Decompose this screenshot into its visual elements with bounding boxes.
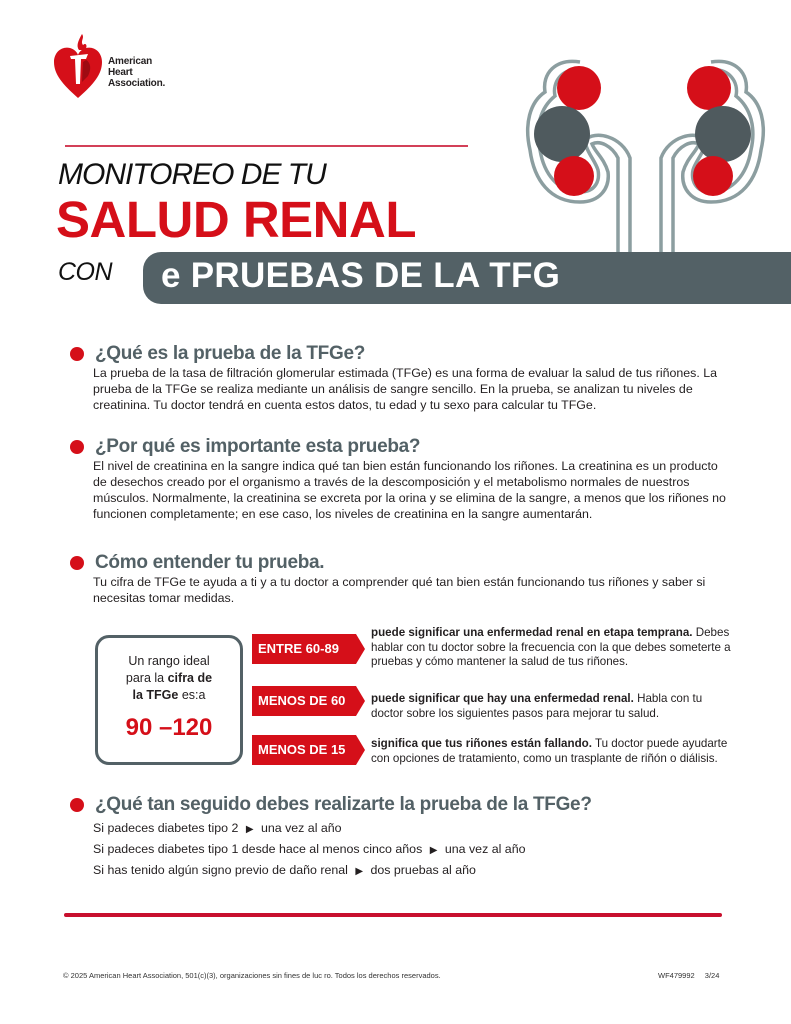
range-desc-text: Tu doctor puede ayudarte con opciones de tratamiento, como un trasplante de riñón o diálisis. [371,737,728,765]
frequency-condition: Si padeces diabetes tipo 1 desde hace al menos cinco años [93,842,423,856]
range-label-text: para la [125,671,168,685]
section-heading: ¿Por qué es importante esta prueba? [95,436,421,457]
header-divider [65,145,468,147]
copyright-notice: © 2025 American Heart Association, 501(c)(3), organizaciones sin fines de luc ro. Todos los derechos reservados. [63,971,441,980]
range-desc-bold: puede significar que hay una enfermedad renal. [371,692,634,705]
section-heading: ¿Qué es la prueba de la TFGe? [95,343,366,364]
range-label-line-1: Un rango ideal [128,654,210,668]
ideal-range-label [98,653,240,704]
section-body: El nivel de creatinina en la sangre indica qué tan bien están funcionando los riñones. La creatinina es un producto de desechos creado por el organismo a través de la descomposición y el metabolismo normales de nuestros músculos. Normalmente, la creatinina se excreta por la orina y se elimina de la sangre, a menos que los riñones no funcionen completamente; en ese caso, los niveles de creatinina en la sangre aumentarán. [93,459,726,521]
title-band-text: e PRUEBAS DE LA TFG [161,256,561,295]
triangle-right-icon: ▶ [355,866,364,877]
range-label-bold: cifra de [167,671,213,685]
range-label-line-3 [98,687,240,704]
title-line-2: SALUD RENAL [56,191,416,248]
footer-divider [64,913,722,917]
title-line-1: MONITOREO DE TU [58,158,326,191]
range-label-bold: la TFGe [132,688,179,702]
title-con: CON [58,258,113,286]
logo-line-2: Heart [108,67,133,78]
bullet-icon [70,556,84,570]
bullet-icon [70,440,84,454]
range-label-line-2 [98,670,240,687]
frequency-item [93,860,730,881]
document-code: WF479992 [658,971,695,980]
section-why-important [70,436,730,522]
kidneys-illustration [500,40,791,255]
range-desc-60-89 [371,626,731,670]
frequency-item [93,818,730,839]
section-body: La prueba de la tasa de filtración glomerular estimada (TFGe) es una forma de evaluar la salud de tus riñones. La prueba de la TFGe se realiza mediante un análisis de sangre sencillo. En la prueba, se analizan tu niveles de creatinina. Tu doctor tendrá en cuenta estos datos, tu edad y tu sexo para calcular tu TFGe. [93,366,718,412]
range-desc-bold: puede significar una enfermedad renal en etapa temprana. [371,626,693,639]
frequency-result: una vez al año [444,842,526,856]
bullet-icon [70,347,84,361]
aha-logo [52,32,182,100]
ideal-range-value: 90 –120 [125,714,213,741]
range-desc-bold: significa que tus riñones están fallando. [371,737,592,750]
logo-line-3: Association. [108,78,166,89]
kidney-icon [500,40,791,255]
section-how-often [70,794,730,881]
frequency-item [93,839,730,860]
section-heading: ¿Qué tan seguido debes realizarte la prueba de la TFGe? [95,794,592,815]
logo-line-1: American [108,56,152,67]
range-tag-below-15: MENOS DE 15 [252,735,356,765]
title-band [143,252,791,304]
footer-meta [658,971,719,980]
triangle-right-icon: ▶ [245,824,254,835]
frequency-result: una vez al año [260,821,342,835]
range-desc-text: Habla con tu doctor sobre los siguientes pasos para mejorar tu salud. [371,692,703,720]
ideal-range-box [95,635,243,765]
triangle-right-icon: ▶ [429,845,438,856]
heart-torch-icon [52,32,104,100]
section-what-is-egfr [70,343,730,413]
section-heading: Cómo entender tu prueba. [95,552,325,573]
frequency-result: dos pruebas al año [370,863,476,877]
range-desc-text: Debes hablar con tu doctor sobre la frecuencia con la que debes someterte a pruebas y cómo mantener la salud de tus riñones. [371,626,731,668]
section-body: Tu cifra de TFGe te ayuda a ti y a tu doctor a comprender qué tan bien están funcionando tus riñones y saber si necesitas tomar medidas. [93,575,706,605]
bullet-icon [70,798,84,812]
frequency-condition: Si has tenido algún signo previo de daño renal [93,863,348,877]
range-tag-below-60: MENOS DE 60 [252,686,356,716]
frequency-list [93,818,730,881]
range-tag-60-89: ENTRE 60-89 [252,634,356,664]
range-desc-below-60 [371,692,731,721]
range-desc-below-15 [371,737,731,766]
aha-wordmark [108,56,165,89]
section-understand-test [70,552,730,606]
frequency-condition: Si padeces diabetes tipo 2 [93,821,239,835]
range-label-text: es:a [178,688,206,702]
page-number: 3/24 [704,971,720,980]
